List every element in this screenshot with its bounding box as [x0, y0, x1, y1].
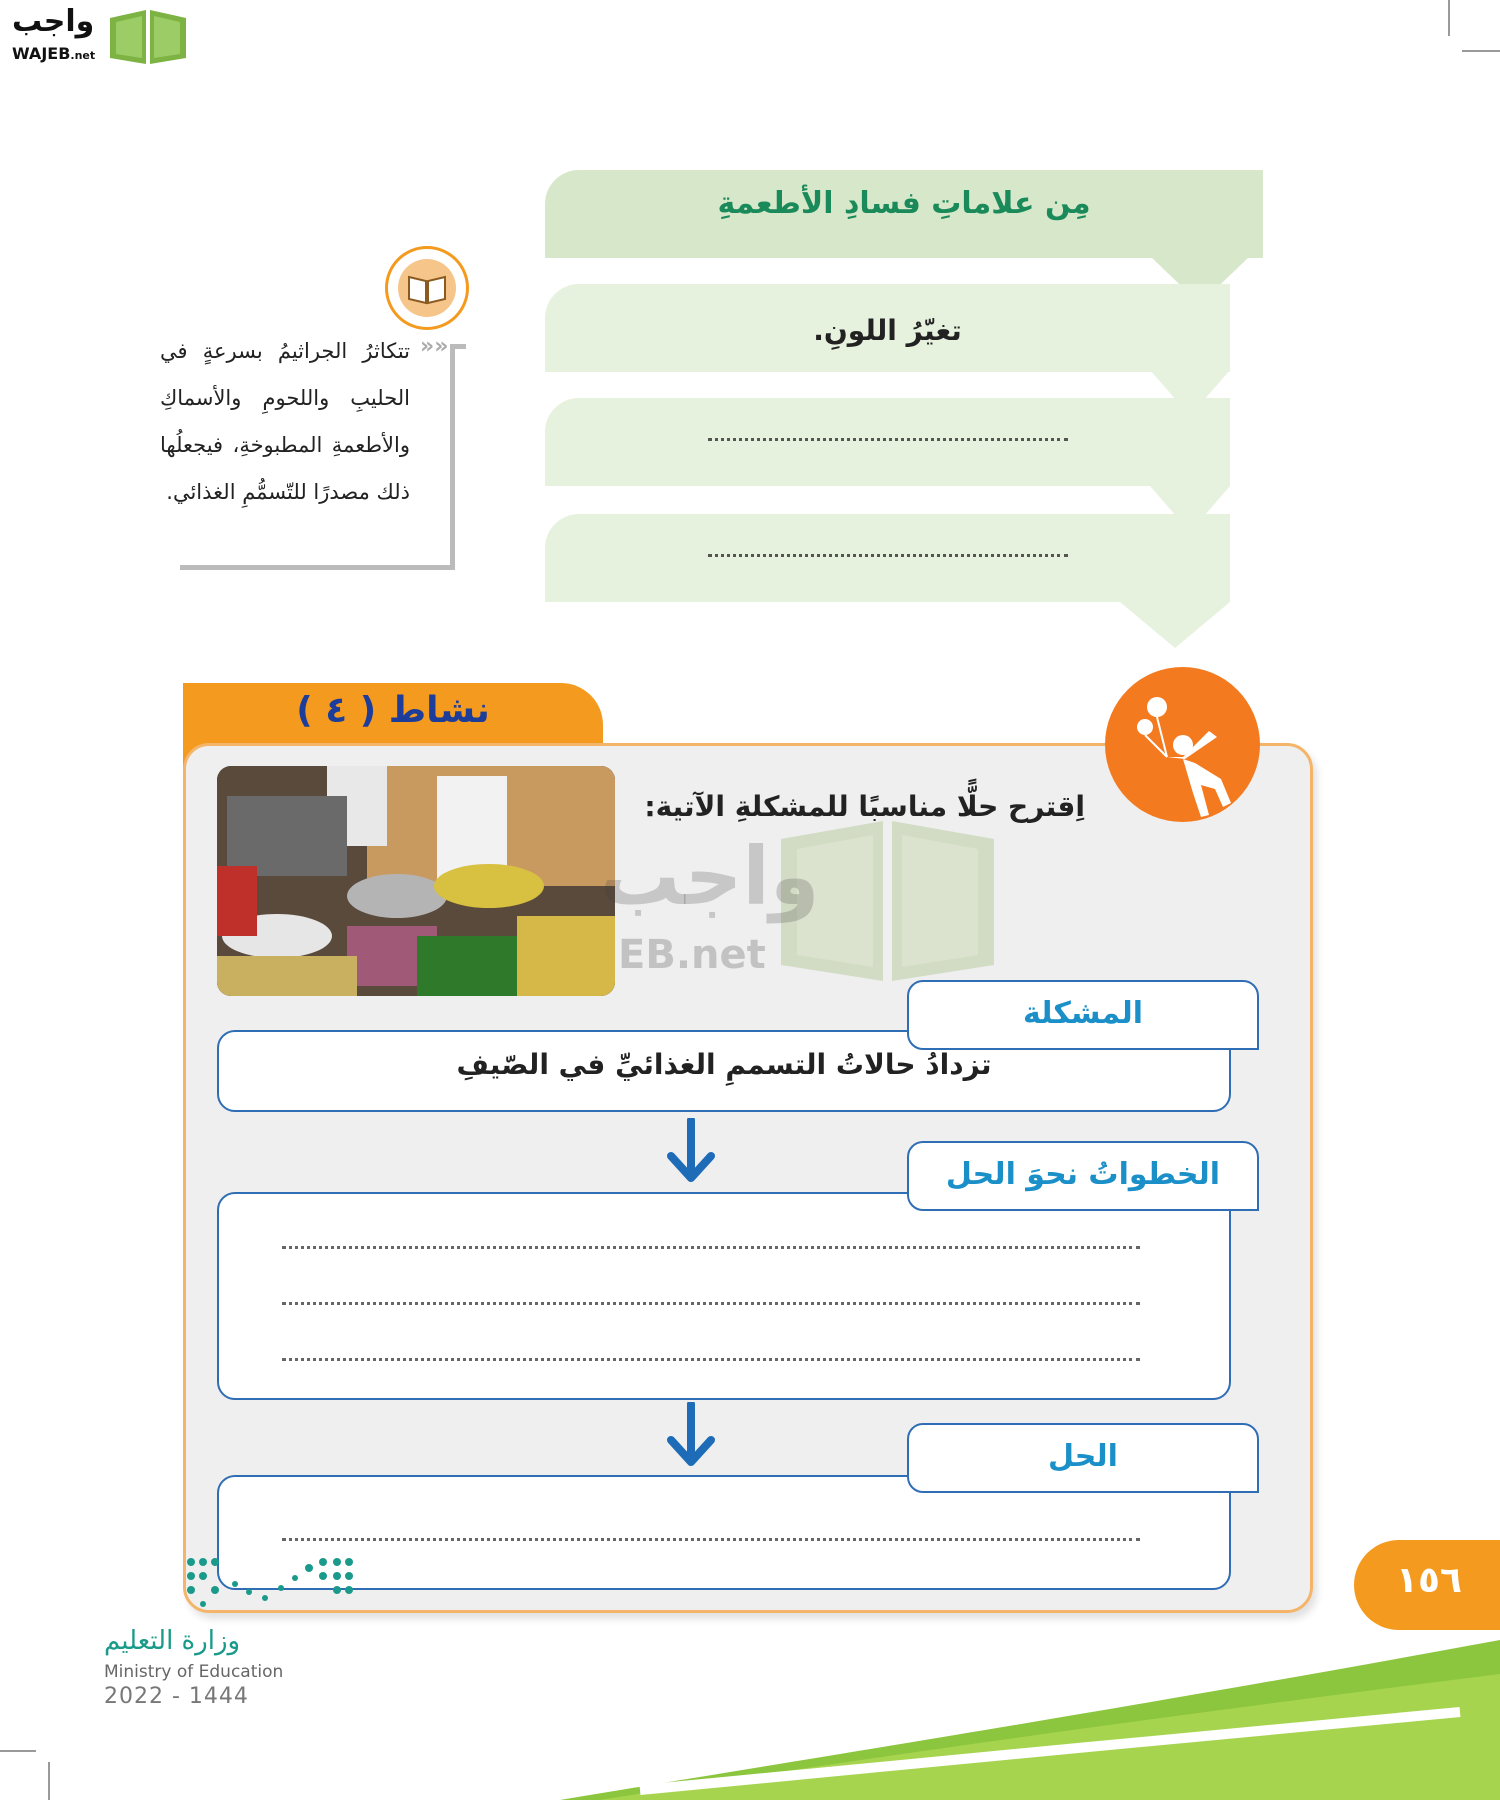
answer-line[interactable] — [708, 554, 1068, 557]
activity-prompt: اِقترح حلًّا مناسبًا للمشكلةِ الآتية: — [644, 790, 1085, 823]
quote-marks-icon: »» — [420, 334, 449, 359]
solution-label: الحل — [1048, 1439, 1118, 1474]
ministry-english: Ministry of Education — [104, 1662, 284, 1682]
problem-text: تزدادُ حالاتُ التسممِ الغذائيِّ في الصّيفِ — [456, 1048, 992, 1081]
answer-line[interactable] — [282, 1358, 1140, 1361]
bottom-wave — [560, 1640, 1500, 1800]
ministry-dots-logo — [185, 1554, 355, 1614]
arrow-chevron — [1120, 602, 1230, 650]
down-arrow-icon — [665, 1402, 717, 1468]
ministry-arabic: وزارة التعليم — [104, 1626, 241, 1656]
crop-mark — [48, 1762, 50, 1800]
crop-mark — [1462, 50, 1500, 52]
steps-label: الخطواتُ نحوَ الحل — [945, 1157, 1221, 1192]
sign-row-3 — [545, 514, 1230, 602]
note-text: تتكاثرُ الجراثيمُ بسرعةٍ في الحليبِ واللحومِ والأسماكِ والأطعمةِ المطبوخةِ، فيجعلُها ذلك مصدرًا للتّسمُّمِ الغذائي. — [160, 339, 410, 504]
watermark-latin: EB.net — [618, 932, 766, 978]
logo-latin: WAJEB.net — [12, 44, 96, 63]
sign-item-1: تغيّرُ اللونِ. — [813, 314, 962, 347]
celebrating-child-icon — [1105, 667, 1260, 822]
ministry-year: 2022 - 1444 — [104, 1684, 249, 1709]
note-frame-side — [450, 344, 455, 570]
note-frame-bottom — [180, 565, 455, 570]
answer-line[interactable] — [282, 1302, 1140, 1305]
activity-title: نشاط ( ٤ ) — [296, 690, 490, 731]
crop-mark — [1448, 0, 1450, 36]
page-number: ١٥٦ — [1396, 1560, 1462, 1601]
sign-row-2 — [545, 398, 1230, 486]
logo-arabic: واجب — [12, 4, 95, 39]
book-icon — [106, 6, 190, 66]
crop-mark — [0, 1750, 36, 1752]
open-book-icon — [407, 273, 447, 305]
steps-box — [217, 1192, 1231, 1400]
answer-line[interactable] — [282, 1538, 1140, 1541]
answer-line[interactable] — [708, 438, 1068, 441]
answer-line[interactable] — [282, 1246, 1140, 1249]
problem-label: المشكلة — [1022, 996, 1144, 1031]
wajeb-logo[interactable] — [10, 4, 190, 66]
watermark-arabic: واجب — [600, 830, 820, 923]
down-arrow-icon — [665, 1118, 717, 1184]
food-buffet-photo — [217, 766, 615, 996]
signs-title: مِن علاماتِ فسادِ الأطعمةِ — [717, 186, 1091, 221]
